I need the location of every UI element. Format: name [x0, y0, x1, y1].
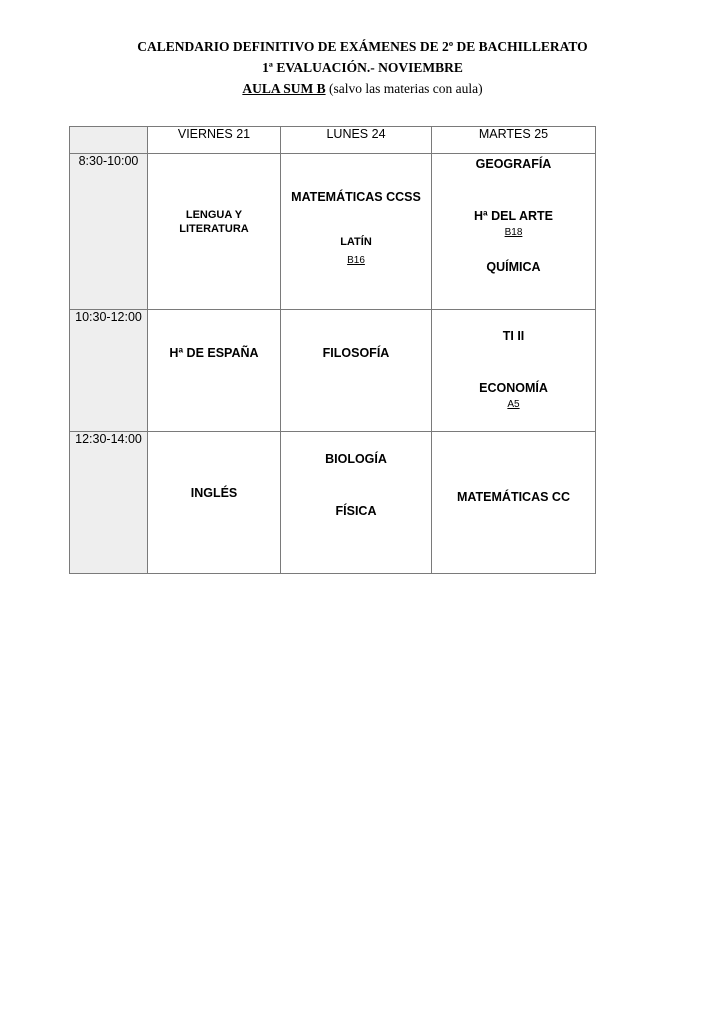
day-header-martes: MARTES 25: [432, 127, 596, 154]
exam-cell: [281, 432, 432, 574]
exam-subject: FÍSICA: [335, 504, 377, 518]
exam-cell: [281, 310, 432, 432]
exam-cell: [432, 154, 596, 310]
document-title: CALENDARIO DEFINITIVO DE EXÁMENES DE 2º DE BACHILLERATO: [137, 39, 588, 54]
exam-subject: MATEMÁTICAS CCSS: [291, 190, 421, 204]
exam-subject: Hª DE ESPAÑA: [169, 346, 259, 360]
evaluation-subtitle: 1ª EVALUACIÓN.- NOVIEMBRE: [262, 60, 463, 75]
time-slot: 10:30-12:00: [70, 310, 148, 432]
exam-cell: [148, 432, 281, 574]
table-row: [70, 432, 596, 574]
corner-cell: [70, 127, 148, 154]
aula-label: AULA SUM B: [242, 81, 326, 96]
aula-note: (salvo las materias con aula): [325, 81, 483, 96]
exam-subject: GEOGRAFÍA: [475, 157, 552, 171]
exam-subject: LENGUA Y LITERATURA: [179, 209, 249, 235]
room-label: B16: [347, 255, 365, 266]
room-label: A5: [507, 399, 520, 410]
exam-subject: QUÍMICA: [486, 260, 541, 274]
exam-subject: INGLÉS: [190, 486, 238, 500]
exam-subject: TI II: [502, 329, 525, 343]
document-header: [0, 36, 725, 99]
exam-cell: [432, 432, 596, 574]
table-row: [70, 154, 596, 310]
exam-schedule-table: [69, 126, 596, 574]
room-label: B18: [504, 227, 523, 238]
exam-cell: [148, 154, 281, 310]
exam-subject: Hª DEL ARTE: [474, 209, 553, 223]
exam-cell: [432, 310, 596, 432]
exam-subject: BIOLOGÍA: [325, 452, 387, 466]
exam-subject: LATÍN: [340, 236, 372, 248]
exam-subject: ECONOMÍA: [479, 381, 548, 395]
time-slot: 12:30-14:00: [70, 432, 148, 574]
time-slot: 8:30-10:00: [70, 154, 148, 310]
day-header-viernes: VIERNES 21: [148, 127, 281, 154]
exam-cell: [281, 154, 432, 310]
aula-line: [0, 78, 725, 99]
day-header-lunes: LUNES 24: [281, 127, 432, 154]
table-row: [70, 310, 596, 432]
exam-cell: [148, 310, 281, 432]
table-header-row: [70, 127, 596, 154]
exam-subject: FILOSOFÍA: [322, 346, 390, 360]
exam-subject: MATEMÁTICAS CC: [457, 490, 570, 504]
